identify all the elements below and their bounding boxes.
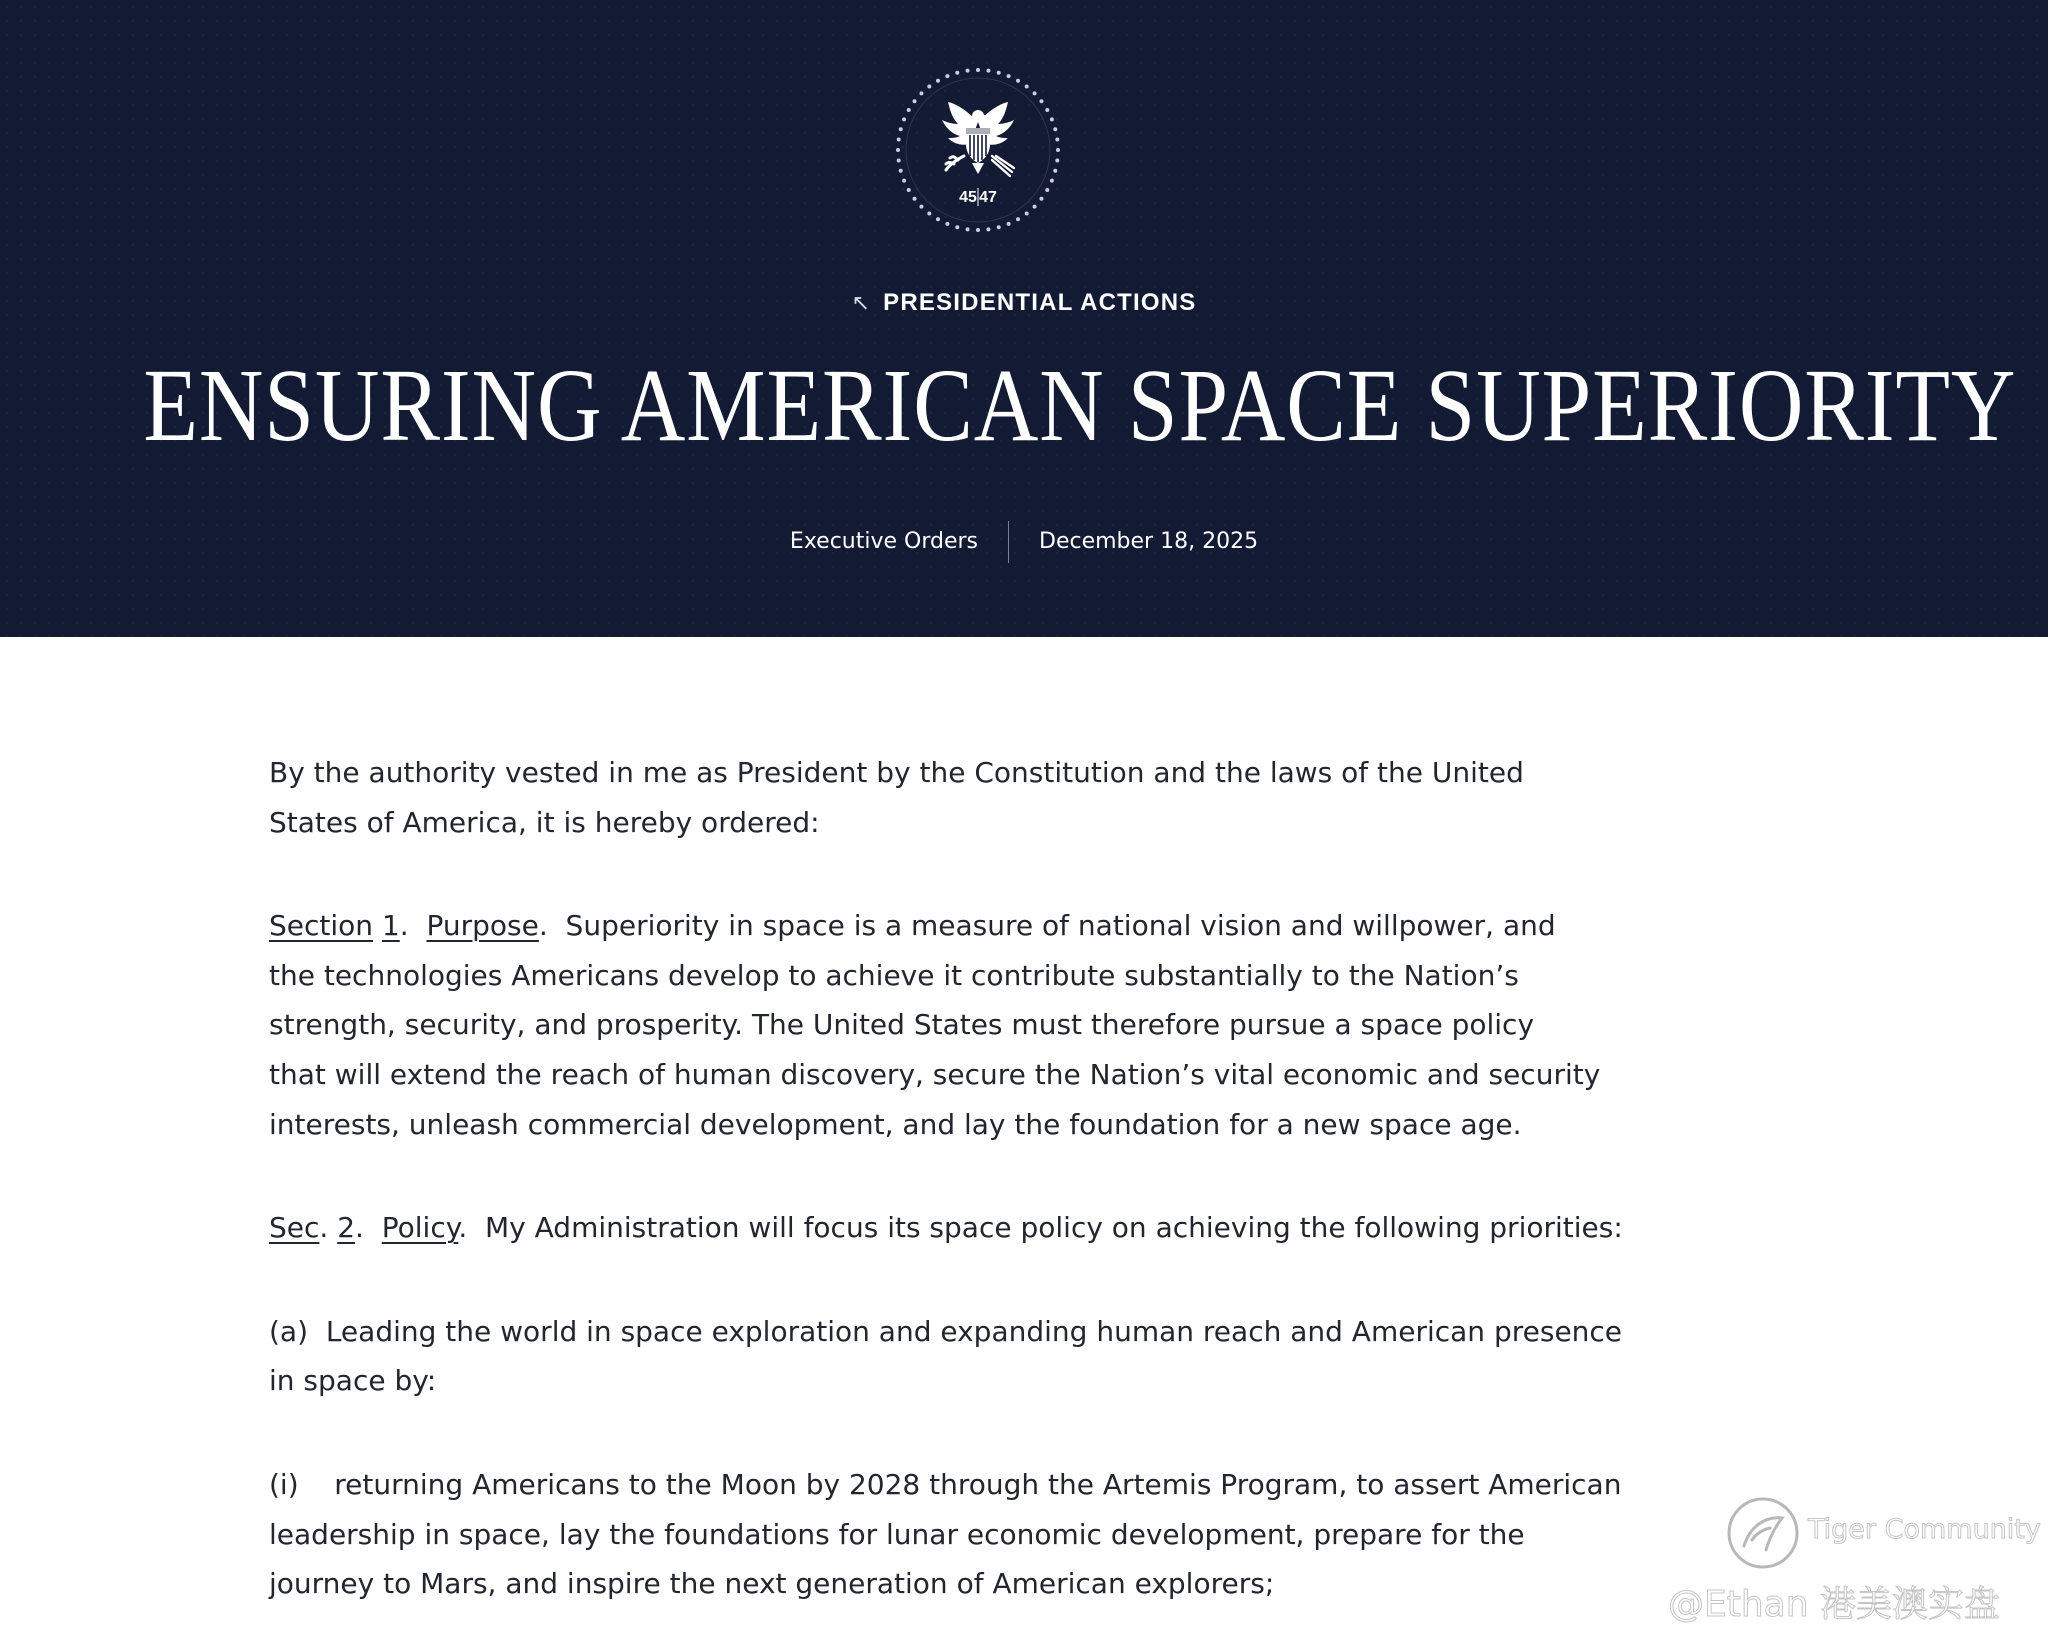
seal-star	[966, 69, 970, 73]
seal-star	[955, 225, 959, 229]
seal-star	[1007, 74, 1011, 78]
seal-star	[1053, 127, 1057, 131]
section-2-heading: Policy	[381, 1211, 459, 1245]
seal-star	[997, 71, 1001, 75]
item-i-line: leadership in space, lay the foundations for lunar economic development, prepare for the	[269, 1517, 1525, 1551]
seal-star	[907, 108, 911, 112]
presidential-seal	[892, 64, 1064, 236]
seal-star	[936, 79, 940, 83]
seal-star	[902, 179, 906, 183]
section-1-paragraph: Section 1. Purpose. Superiority in space is a measure of national vision and willpower, and the technologies Americans develop to achieve it contribute substantially to the Nation’s strength, security, and prosperity. The United States must therefore pursue a space policy that will extend the reach of human discovery, secure the Nation’s vital economic and security interests, unleash commercial development, and lay the foundation for a new space age.	[269, 909, 1601, 1141]
seal-star	[896, 148, 900, 152]
category-link-label: PRESIDENTIAL ACTIONS	[883, 289, 1197, 316]
seal-star	[1050, 117, 1054, 121]
item-i-line: returning Americans to the Moon by 2028 through the Artemis Program, to assert American	[334, 1467, 1622, 1501]
seal-star	[927, 85, 931, 89]
seal-star	[976, 228, 980, 232]
seal-star	[919, 205, 923, 209]
section-1-number: 1	[381, 909, 400, 943]
section-2-label: Sec	[269, 1211, 320, 1245]
seal-star	[1055, 138, 1059, 142]
page-header	[0, 0, 2048, 637]
item-a-line: Leading the world in space exploration and expanding human reach and American presence	[325, 1314, 1623, 1348]
seal-star	[1007, 222, 1011, 226]
section-1-line: interests, unleash commercial development, and lay the foundation for a new space age.	[269, 1107, 1522, 1141]
arrow-up-left-icon: ↖	[851, 290, 872, 315]
seal-star	[1056, 148, 1060, 152]
seal-star	[1033, 91, 1037, 95]
watermark	[1668, 1496, 2041, 1626]
seal-star	[1045, 108, 1049, 112]
category-link-executive-orders[interactable]: Executive Orders	[789, 529, 979, 554]
post-date: December 18, 2025	[1039, 529, 1259, 554]
section-1-line: the technologies Americans develop to achieve it contribute substantially to the Nation’s	[269, 958, 1519, 992]
section-1-label: Section	[269, 909, 374, 943]
section-2-text: My Administration will focus its space policy on achieving the following priorities:	[485, 1211, 1623, 1245]
section-1-line: that will extend the reach of human discovery, secure the Nation’s vital economic and security	[269, 1057, 1601, 1091]
seal-star	[1045, 188, 1049, 192]
seal-star	[897, 138, 901, 142]
item-a-paragraph	[269, 1307, 1689, 1406]
seal-star	[897, 158, 901, 162]
seal-star	[1039, 197, 1043, 201]
presidential-actions-link[interactable]	[0, 288, 2048, 318]
section-2-paragraph: Sec. 2. Policy. My Administration will focus its space policy on achieving the following priorities:	[269, 1211, 1623, 1245]
intro-paragraph	[269, 748, 1689, 847]
seal-star	[1016, 217, 1020, 221]
seal-star	[913, 197, 917, 201]
seal-star	[1025, 85, 1029, 89]
item-i-paragraph	[269, 1460, 1689, 1609]
seal-star	[936, 217, 940, 221]
seal-star	[945, 74, 949, 78]
seal-star	[919, 91, 923, 95]
watermark-handle: @Ethan 港美澳实盘	[1668, 1584, 2000, 1625]
seal-star	[966, 227, 970, 231]
seal-star	[997, 225, 1001, 229]
tiger-community-logo-icon	[1726, 1496, 1800, 1570]
item-a-line: in space by:	[269, 1364, 437, 1398]
seal-star	[907, 188, 911, 192]
seal-star	[927, 211, 931, 215]
seal-star	[1055, 158, 1059, 162]
intro-line: States of America, it is hereby ordered:	[269, 805, 820, 839]
seal-star	[913, 99, 917, 103]
section-1-line: Superiority in space is a measure of national vision and willpower, and	[565, 909, 1556, 943]
section-2-number: 2	[337, 1211, 356, 1245]
seal-number-right: 47	[979, 189, 997, 206]
seal-star	[899, 127, 903, 131]
item-i-line: journey to Mars, and inspire the next generation of American explorers;	[269, 1567, 1275, 1601]
seal-star	[1050, 179, 1054, 183]
eagle-seal-icon	[892, 64, 1064, 236]
seal-star	[1025, 211, 1029, 215]
seal-star	[1016, 79, 1020, 83]
seal-star	[955, 71, 959, 75]
watermark-brand: Tiger Community	[1808, 1514, 2041, 1545]
seal-star	[986, 227, 990, 231]
seal-star	[1039, 99, 1043, 103]
page-title: ENSURING AMERICAN SPACE SUPERIORITY	[143, 348, 2017, 463]
section-1-heading: Purpose	[426, 909, 539, 943]
seal-star	[899, 169, 903, 173]
seal-star	[986, 69, 990, 73]
seal-star	[1053, 169, 1057, 173]
item-i-marker: (i)	[269, 1467, 299, 1501]
seal-star	[902, 117, 906, 121]
seal-star	[945, 222, 949, 226]
seal-number-left: 45	[959, 189, 977, 206]
article-body	[269, 748, 1689, 1647]
item-a-marker: (a)	[269, 1314, 309, 1348]
section-1-line: strength, security, and prosperity. The United States must therefore pursue a space policy	[269, 1008, 1535, 1042]
seal-star	[1033, 205, 1037, 209]
intro-line: By the authority vested in me as President by the Constitution and the laws of the United	[269, 756, 1524, 789]
post-meta	[0, 520, 2048, 564]
seal-star	[976, 68, 980, 72]
